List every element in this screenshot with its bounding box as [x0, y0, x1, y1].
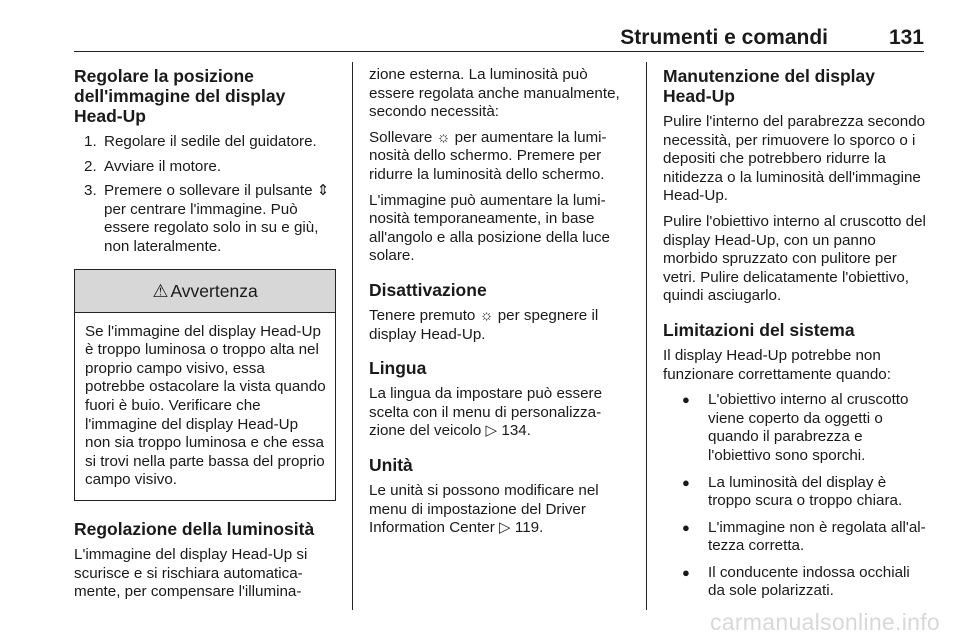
step-item: 1. Regolare il sedile del guidatore. [84, 133, 317, 150]
paragraph: zione esterna. La luminosità può essere regolata anche manualmente, secondo necessità: [369, 66, 620, 121]
warning-header [75, 270, 335, 313]
bullet-icon: ● [682, 392, 690, 408]
step-item: 2. Avviare il motore. [84, 157, 222, 175]
list-item: ● La luminosità del display è troppo scura o troppo chiara. [682, 473, 903, 510]
paragraph: Pulire l'interno del parabrezza secondo necessità, per rimuovere lo sporco o i depositi che potrebbero ridurre la nitidezza o la luminosità dell'immagine Head-Up. [663, 113, 926, 205]
heading-limitations: Limitazioni del sistema [663, 319, 855, 340]
column-divider-2 [646, 62, 647, 610]
paragraph: Le unità si possono modificare nel menu di impostazione del Driver Information Center ▷ 119. [369, 481, 599, 537]
bullet-icon: ● [682, 519, 690, 535]
bullet-icon: ● [682, 564, 690, 580]
paragraph: L'immagine può aumentare la lumi-nosità temporaneamente, in base all'angolo e alla posizione della luce solare. [369, 191, 611, 265]
warning-icon: ⚠ [152, 280, 169, 302]
step-item: 3. Premere o sollevare il pulsante ⇕ per centrare l'immagine. Può essere regolato solo in su e giù, non lateralmente. [84, 182, 330, 255]
paragraph: Sollevare ☼ per aumentare la lumi-nosità dello schermo. Premere per ridurre la luminosità dello schermo. [369, 128, 607, 183]
header-rule [74, 51, 924, 52]
paragraph: Il display Head-Up potrebbe non funzionare correttamente quando: [663, 346, 891, 383]
paragraph: Pulire l'obiettivo interno al cruscotto del display Head-Up, con un panno morbido spruzzato con pulitore per vetri. Pulire delicatamente l'obiettivo, quindi asciugarlo. [663, 212, 926, 305]
section-title: Strumenti e comandi [620, 26, 828, 49]
paragraph: Tenere premuto ☼ per spegnere il display Head-Up. [369, 306, 599, 343]
heading-maintenance: Manutenzione del display Head-Up [663, 66, 875, 106]
watermark: carmanualsonline.info [709, 609, 940, 635]
column-2 [369, 66, 634, 545]
warning-box [74, 269, 336, 501]
heading-units: Unità [369, 454, 413, 475]
heading-brightness: Regolazione della luminosità [74, 518, 315, 539]
column-1 [74, 66, 336, 609]
brightness-paragraph: L'immagine del display Head-Up si scurisce e si rischiara automatica-mente, per compensare l'illumina- [74, 545, 308, 601]
steps-list [74, 133, 336, 257]
column-divider-1 [352, 62, 353, 610]
limitations-list [663, 391, 928, 601]
list-item: ● Il conducente indossa occhiali da sole polarizzati. [682, 563, 910, 600]
page-number: 131 [888, 26, 924, 49]
bullet-icon: ● [682, 474, 690, 490]
list-item: ● L'immagine non è regolata all'al-tezza corretta. [682, 518, 926, 555]
column-3 [663, 66, 928, 609]
heading-deactivation: Disattivazione [369, 279, 487, 300]
warning-text: Se l'immagine del display Head-Up è troppo luminosa o troppo alta nel proprio campo visivo, essa potrebbe ostacolare la vista quando fuori è buio. Verificare che l'immagine del display Head-Up non sia troppo luminosa e che essa si trovi nella parte bassa del proprio campo visivo. [85, 322, 326, 489]
paragraph: La lingua da impostare può essere scelta con il menu di personalizza-zione del veicolo ▷ 134. [369, 385, 603, 440]
list-item: ● L'obiettivo interno al cruscotto viene coperto da oggetti o quando il parabrezza e l'obiettivo sono sporchi. [682, 391, 909, 464]
heading-adjust-position: Regolare la posizione dell'immagine del display Head-Up [74, 66, 286, 126]
heading-language: Lingua [369, 358, 427, 379]
warning-title: Avvertenza [170, 280, 258, 301]
page-header [74, 26, 924, 50]
